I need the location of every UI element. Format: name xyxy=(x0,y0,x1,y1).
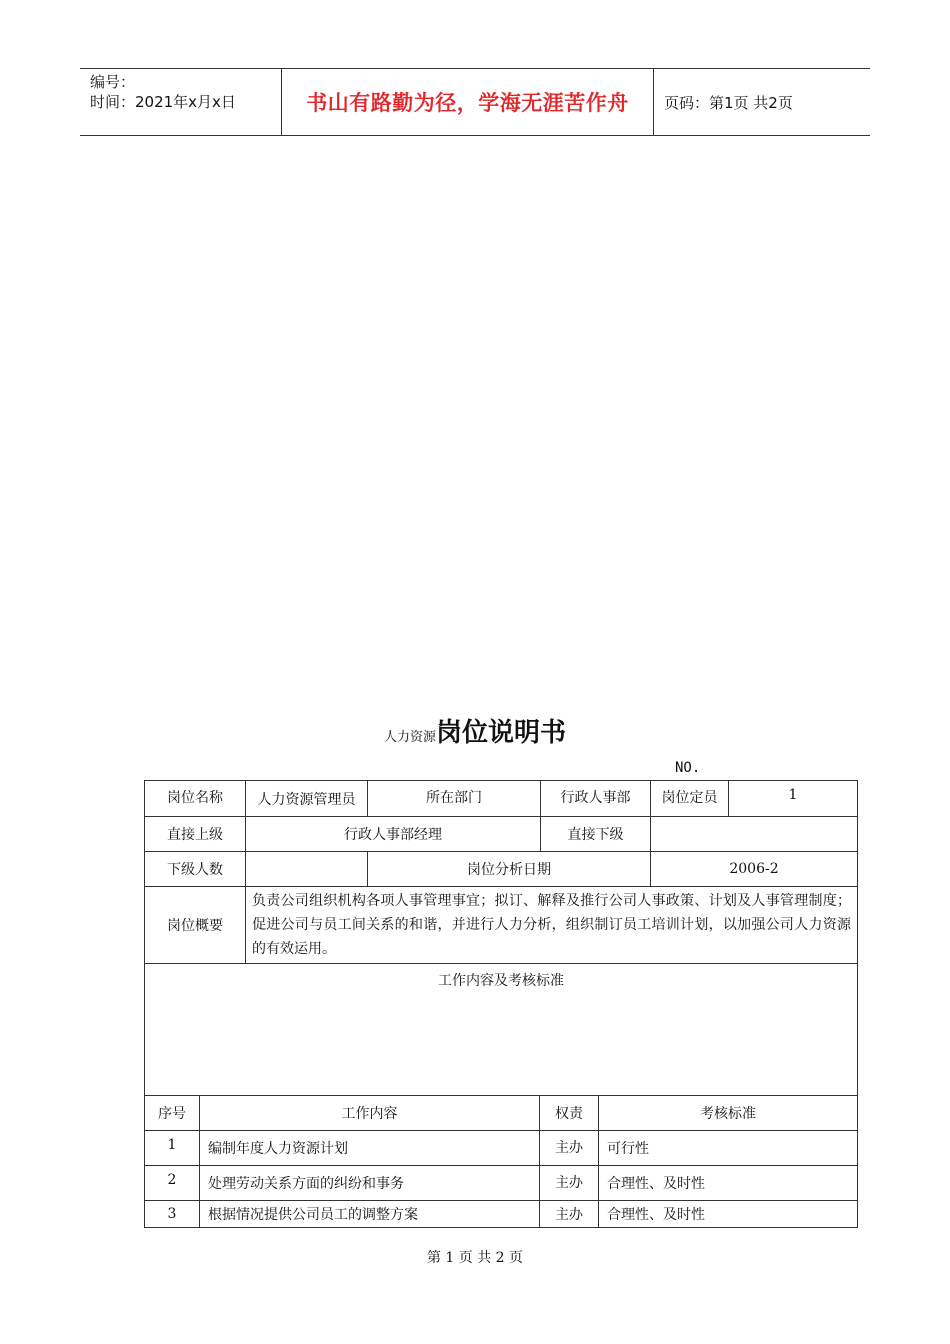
direct-superior-value: 行政人事部经理 xyxy=(246,817,541,852)
row-no: 1 xyxy=(145,1131,200,1166)
table-row xyxy=(145,1201,858,1228)
row-criteria: 可行性 xyxy=(599,1131,858,1166)
row-authority: 主办 xyxy=(540,1131,599,1166)
direct-subordinate-value xyxy=(651,817,858,852)
info-row-4 xyxy=(145,887,858,964)
department-value: 行政人事部 xyxy=(541,781,651,817)
table-row xyxy=(145,1166,858,1201)
subordinate-count-value xyxy=(246,852,368,887)
header-meta xyxy=(80,69,282,135)
info-row-2 xyxy=(145,817,858,852)
summary-label: 岗位概要 xyxy=(145,887,246,964)
page-info: 页码：第1页 共2页 xyxy=(664,93,793,112)
department-label: 所在部门 xyxy=(368,781,541,817)
header-no: 序号 xyxy=(145,1096,200,1131)
row-content: 处理劳动关系方面的纠纷和事务 xyxy=(200,1166,540,1201)
row-no: 3 xyxy=(145,1201,200,1228)
position-name-label: 岗位名称 xyxy=(145,781,246,817)
position-name-value: 人力资源管理员 xyxy=(246,781,368,817)
row-authority: 主办 xyxy=(540,1166,599,1201)
subordinate-count-label: 下级人数 xyxy=(145,852,246,887)
document-title xyxy=(0,712,950,749)
tasks-header-row xyxy=(145,1096,858,1131)
row-authority: 主办 xyxy=(540,1201,599,1228)
row-content: 编制年度人力资源计划 xyxy=(200,1131,540,1166)
headcount-value: 1 xyxy=(729,781,858,817)
direct-superior-label: 直接上级 xyxy=(145,817,246,852)
title-main: 岗位说明书 xyxy=(436,718,567,748)
page-header xyxy=(80,68,870,136)
number-label: 编号： xyxy=(90,73,136,91)
time-label: 时间：2021年x月x日 xyxy=(90,93,236,111)
analysis-date-label: 岗位分析日期 xyxy=(368,852,651,887)
motto-text: 书山有路勤为径，学海无涯苦作舟 xyxy=(306,91,629,115)
header-criteria: 考核标准 xyxy=(599,1096,858,1131)
title-prefix: 人力资源 xyxy=(383,730,436,745)
job-info-table xyxy=(144,780,858,1096)
header-content: 工作内容 xyxy=(200,1096,540,1131)
direct-subordinate-label: 直接下级 xyxy=(541,817,651,852)
table-row xyxy=(145,1131,858,1166)
headcount-label: 岗位定员 xyxy=(651,781,729,817)
analysis-date-value: 2006-2 xyxy=(651,852,858,887)
no-label: NO. xyxy=(675,760,701,776)
header-authority: 权责 xyxy=(540,1096,599,1131)
row-criteria: 合理性、及时性 xyxy=(599,1166,858,1201)
info-row-3 xyxy=(145,852,858,887)
row-no: 2 xyxy=(145,1166,200,1201)
work-section-title: 工作内容及考核标准 xyxy=(145,964,858,1096)
tasks-table xyxy=(144,1095,858,1228)
row-content: 根据情况提供公司员工的调整方案 xyxy=(200,1201,540,1228)
info-row-5 xyxy=(145,964,858,1096)
header-motto-cell xyxy=(282,69,654,135)
row-criteria: 合理性、及时性 xyxy=(599,1201,858,1228)
summary-value: 负责公司组织机构各项人事管理事宜；拟订、解释及推行公司人事政策、计划及人事管理制度；促进公司与员工间关系的和谐，并进行人力分析，组织制订员工培训计划，以加强公司人力资源的有效运用。 xyxy=(246,887,858,964)
info-row-1 xyxy=(145,781,858,817)
page-footer: 第 1 页 共 2 页 xyxy=(426,1250,524,1266)
